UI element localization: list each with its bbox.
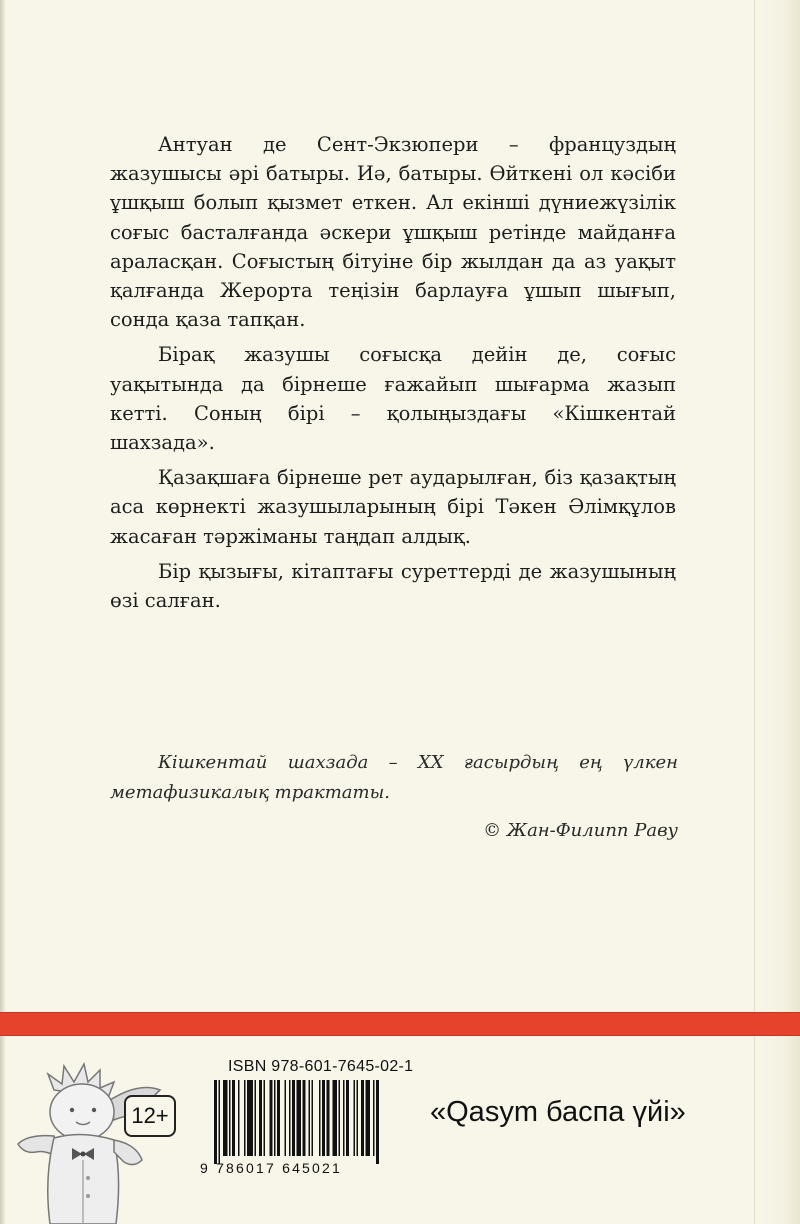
- barcode-bar: [285, 1080, 287, 1156]
- barcode-bar: [361, 1080, 364, 1156]
- barcode-bar: [232, 1080, 235, 1156]
- barcode-bar: [292, 1080, 295, 1156]
- barcode-bar: [223, 1080, 228, 1156]
- barcode-digits: 9 786017 645021: [200, 1160, 342, 1176]
- cover-left-edge: [0, 0, 6, 1224]
- annotation-text: [110, 130, 676, 621]
- barcode-bar: [259, 1080, 262, 1156]
- publisher-name: «Qasym баспа үйі»: [430, 1096, 686, 1128]
- barcode-bar: [238, 1080, 240, 1156]
- barcode-bar: [244, 1080, 246, 1156]
- barcode-bar: [312, 1080, 314, 1156]
- paragraph-4: Бір қызығы, кітаптағы суреттерді де жазушының өзі салған.: [110, 559, 676, 613]
- barcode-bar: [327, 1080, 330, 1156]
- barcode-bar: [274, 1080, 276, 1156]
- barcode-bar: [270, 1080, 273, 1156]
- barcode-bar: [264, 1080, 266, 1156]
- paragraph-1: Антуан де Сент-Экзюпери – француздың жазушысы әрі батыры. Иә, батыры. Өйткені ол кәсіби ұшқыш болып қызмет еткен. Ал екінші дүниежүзілік соғыс басталғанда әскери ұшқыш ретінде майданға араласқан. Соғыстың бітуіне бір жылдан да аз уақыт қалғанда Жерорта теңізін барлауға ұшып шығып, сонда қаза тапқан.: [110, 133, 676, 332]
- barcode-bar: [357, 1080, 359, 1156]
- quote-line-1: Кішкентай шахзада – XX ғасырдың ең үлкен: [158, 752, 678, 773]
- barcode-bar: [255, 1080, 257, 1156]
- barcode-bar: [289, 1080, 291, 1156]
- paragraph-3: Қазақшаға бірнеше рет аударылған, біз қазақтың аса көрнекті жазушыларының бірі Тәкен Әлімқұлов жасаған тәржіманы таңдап алдық.: [110, 466, 676, 548]
- barcode-bar: [339, 1080, 341, 1156]
- age-rating-badge: 12+: [124, 1095, 176, 1137]
- barcode-bar: [376, 1080, 379, 1164]
- barcode-bar: [343, 1080, 345, 1156]
- little-prince-illustration: [14, 1060, 164, 1224]
- barcode-bar: [303, 1080, 306, 1156]
- barcode-bar: [319, 1080, 321, 1156]
- barcode-bar: [229, 1080, 231, 1156]
- barcode-bar: [309, 1080, 311, 1156]
- paragraph-2: Бірақ жазушы соғысқа дейін де, соғыс уақытында да бірнеше ғажайып шығарма жазып кетті. Соның бірі – қолыңыздағы «Кішкентай шахзада».: [110, 343, 676, 455]
- barcode-bar: [297, 1080, 302, 1156]
- barcode-bar: [322, 1080, 325, 1156]
- barcode-bar: [214, 1080, 217, 1164]
- cover-fold-line: [754, 0, 755, 1224]
- quote-line-2: метафизикалық трактаты.: [110, 782, 390, 803]
- barcode-bar: [373, 1080, 375, 1156]
- cover-right-edge: [760, 0, 800, 1224]
- barcode-bar: [366, 1080, 371, 1156]
- barcode-bar: [219, 1080, 221, 1164]
- quote-author: © Жан-Филипп Раву: [483, 820, 678, 841]
- barcode-bar: [346, 1080, 349, 1156]
- barcode-bar: [247, 1080, 253, 1156]
- epigraph-quote: [110, 748, 678, 841]
- barcode-bar: [333, 1080, 338, 1156]
- barcode-bar: [354, 1080, 356, 1156]
- barcode-bar: [277, 1080, 280, 1156]
- isbn-label: ISBN 978-601-7645-02-1: [228, 1058, 414, 1075]
- red-stripe: [0, 1012, 800, 1036]
